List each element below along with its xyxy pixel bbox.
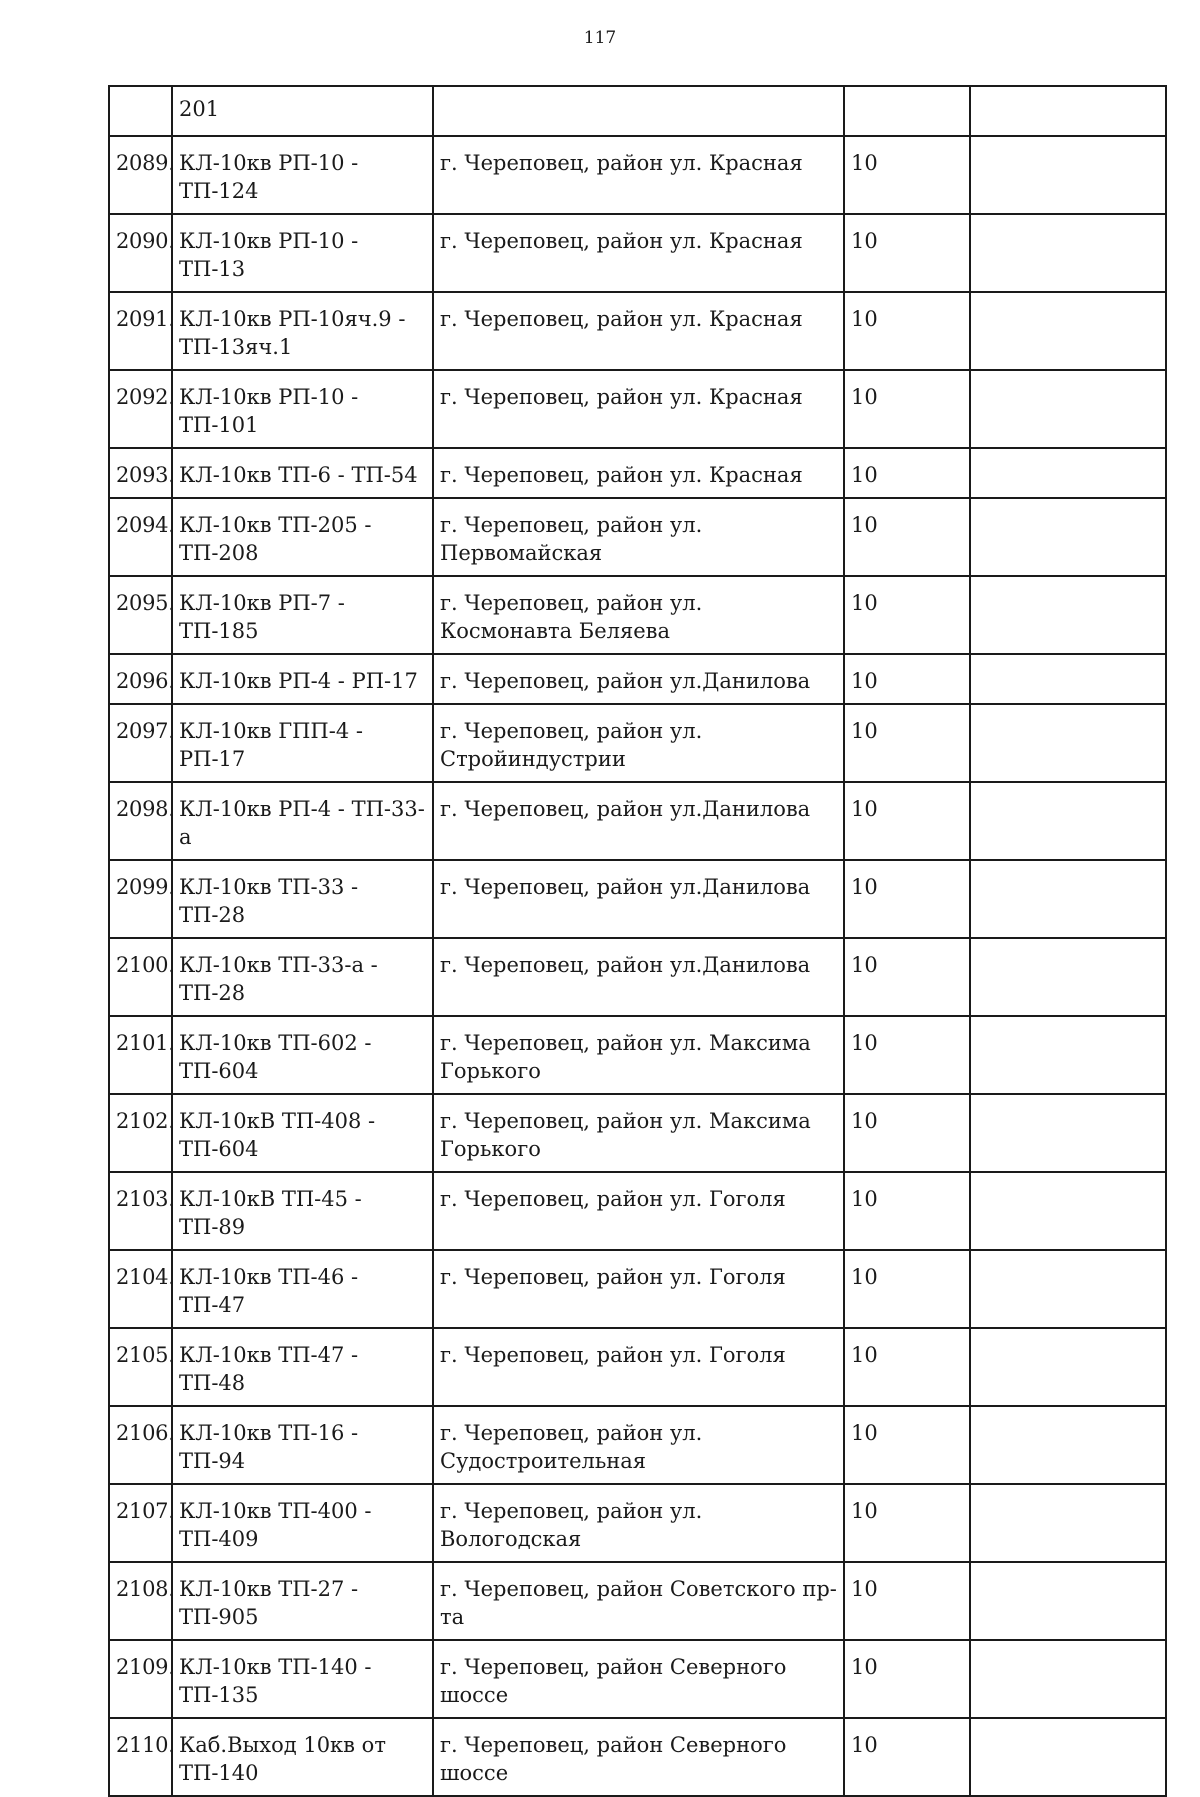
voltage-cell: 10: [844, 1250, 970, 1328]
page-number: 117: [583, 28, 617, 48]
note-cell: [970, 654, 1166, 704]
location-cell: г. Череповец, район ул. Космонавта Беляева: [433, 576, 844, 654]
row-number-cell: 2097.: [109, 704, 172, 782]
note-cell: [970, 704, 1166, 782]
row-number-cell: 2100.: [109, 938, 172, 1016]
cable-lines-table: [108, 85, 1167, 1797]
voltage-cell: 10: [844, 1718, 970, 1796]
row-number-cell: 2107.: [109, 1484, 172, 1562]
note-cell: [970, 292, 1166, 370]
voltage-cell: 10: [844, 576, 970, 654]
line-name-cell: КЛ-10кв РП-4 - ТП-33-а: [172, 782, 433, 860]
note-cell: [970, 1250, 1166, 1328]
location-cell: г. Череповец, район ул. Гоголя: [433, 1172, 844, 1250]
table-row: [109, 370, 1166, 448]
voltage-cell: 10: [844, 1172, 970, 1250]
row-number-cell: 2105.: [109, 1328, 172, 1406]
note-cell: [970, 498, 1166, 576]
row-number-cell: 2103.: [109, 1172, 172, 1250]
location-cell: г. Череповец, район ул. Красная: [433, 370, 844, 448]
row-number-cell: 2090.: [109, 214, 172, 292]
note-cell: [970, 1484, 1166, 1562]
table-row: [109, 1406, 1166, 1484]
voltage-cell: 10: [844, 1094, 970, 1172]
voltage-cell: 10: [844, 1562, 970, 1640]
voltage-cell: 10: [844, 1484, 970, 1562]
line-name-cell: Каб.Выход 10кв от ТП-140: [172, 1718, 433, 1796]
location-cell: г. Череповец, район ул. Гоголя: [433, 1328, 844, 1406]
line-name-cell: КЛ-10кв ТП-27 - ТП-905: [172, 1562, 433, 1640]
note-cell: [970, 1016, 1166, 1094]
voltage-cell: 10: [844, 292, 970, 370]
note-cell: [970, 576, 1166, 654]
row-number-cell: 2093.: [109, 448, 172, 498]
row-number-cell: 2095.: [109, 576, 172, 654]
table-row: [109, 938, 1166, 1016]
line-name-cell: КЛ-10кв ТП-47 - ТП-48: [172, 1328, 433, 1406]
voltage-cell: 10: [844, 370, 970, 448]
line-name-cell: КЛ-10кв РП-10 - ТП-101: [172, 370, 433, 448]
note-cell: [970, 370, 1166, 448]
location-cell: г. Череповец, район ул. Вологодская: [433, 1484, 844, 1562]
row-number-cell: 2109.: [109, 1640, 172, 1718]
table-row: [109, 1250, 1166, 1328]
row-number-cell: 2104.: [109, 1250, 172, 1328]
location-cell: г. Череповец, район ул. Красная: [433, 136, 844, 214]
location-cell: г. Череповец, район ул. Максима Горького: [433, 1094, 844, 1172]
location-cell: г. Череповец, район ул. Стройиндустрии: [433, 704, 844, 782]
note-cell: [970, 1328, 1166, 1406]
row-number-cell: 2102.: [109, 1094, 172, 1172]
voltage-cell: 10: [844, 1406, 970, 1484]
line-name-cell: КЛ-10кв ТП-16 - ТП-94: [172, 1406, 433, 1484]
location-cell: г. Череповец, район ул. Красная: [433, 292, 844, 370]
line-name-cell: КЛ-10кв ТП-33 - ТП-28: [172, 860, 433, 938]
table-row: [109, 136, 1166, 214]
line-name-cell: КЛ-10кВ ТП-408 - ТП-604: [172, 1094, 433, 1172]
location-cell: г. Череповец, район ул. Красная: [433, 448, 844, 498]
table-row: [109, 292, 1166, 370]
line-name-cell: КЛ-10кв РП-10 - ТП-124: [172, 136, 433, 214]
note-cell: [970, 1718, 1166, 1796]
row-number-cell: 2106.: [109, 1406, 172, 1484]
row-number-cell: 2110.: [109, 1718, 172, 1796]
row-number-cell: 2091.: [109, 292, 172, 370]
location-cell: г. Череповец, район ул.Данилова: [433, 654, 844, 704]
voltage-cell: 10: [844, 704, 970, 782]
location-cell: г. Череповец, район ул.Данилова: [433, 782, 844, 860]
row-number-cell: 2089.: [109, 136, 172, 214]
voltage-cell: 10: [844, 938, 970, 1016]
line-name-cell: КЛ-10кВ ТП-45 - ТП-89: [172, 1172, 433, 1250]
row-number-cell: 2092.: [109, 370, 172, 448]
table-row: [109, 1640, 1166, 1718]
line-name-cell: КЛ-10кв ТП-602 - ТП-604: [172, 1016, 433, 1094]
table-row: [109, 576, 1166, 654]
line-name-cell: КЛ-10кв ТП-400 - ТП-409: [172, 1484, 433, 1562]
location-cell: г. Череповец, район Советского пр-та: [433, 1562, 844, 1640]
table-row: [109, 860, 1166, 938]
voltage-cell: 10: [844, 1640, 970, 1718]
note-cell: [970, 448, 1166, 498]
note-cell: [970, 86, 1166, 136]
line-name-cell: КЛ-10кв ГПП-4 - РП-17: [172, 704, 433, 782]
row-number-cell: 2098.: [109, 782, 172, 860]
table-row: [109, 1172, 1166, 1250]
row-number-cell: 2094.: [109, 498, 172, 576]
location-cell: г. Череповец, район Северного шоссе: [433, 1718, 844, 1796]
line-name-cell: КЛ-10кв РП-10 - ТП-13: [172, 214, 433, 292]
location-cell: г. Череповец, район ул. Максима Горького: [433, 1016, 844, 1094]
note-cell: [970, 1562, 1166, 1640]
note-cell: [970, 1094, 1166, 1172]
note-cell: [970, 860, 1166, 938]
note-cell: [970, 214, 1166, 292]
location-cell: г. Череповец, район ул.Данилова: [433, 860, 844, 938]
voltage-cell: 10: [844, 448, 970, 498]
location-cell: г. Череповец, район ул. Красная: [433, 214, 844, 292]
location-cell: [433, 86, 844, 136]
location-cell: г. Череповец, район ул. Гоголя: [433, 1250, 844, 1328]
line-name-cell: 201: [172, 86, 433, 136]
note-cell: [970, 938, 1166, 1016]
note-cell: [970, 782, 1166, 860]
line-name-cell: КЛ-10кв РП-10яч.9 - ТП-13яч.1: [172, 292, 433, 370]
voltage-cell: 10: [844, 782, 970, 860]
row-number-cell: 2108.: [109, 1562, 172, 1640]
voltage-cell: 10: [844, 654, 970, 704]
voltage-cell: [844, 86, 970, 136]
note-cell: [970, 1640, 1166, 1718]
line-name-cell: КЛ-10кв ТП-6 - ТП-54: [172, 448, 433, 498]
line-name-cell: КЛ-10кв РП-4 - РП-17: [172, 654, 433, 704]
table-row: [109, 1016, 1166, 1094]
location-cell: г. Череповец, район Северного шоссе: [433, 1640, 844, 1718]
row-number-cell: 2099.: [109, 860, 172, 938]
voltage-cell: 10: [844, 1016, 970, 1094]
table-row: [109, 448, 1166, 498]
location-cell: г. Череповец, район ул.Данилова: [433, 938, 844, 1016]
table-row: [109, 1718, 1166, 1796]
table-row: [109, 1328, 1166, 1406]
table-row: [109, 704, 1166, 782]
table-row: [109, 654, 1166, 704]
line-name-cell: КЛ-10кв ТП-46 - ТП-47: [172, 1250, 433, 1328]
table-row-continuation: [109, 86, 1166, 136]
voltage-cell: 10: [844, 136, 970, 214]
line-name-cell: КЛ-10кв ТП-33-а - ТП-28: [172, 938, 433, 1016]
table-row: [109, 214, 1166, 292]
line-name-cell: КЛ-10кв ТП-140 - ТП-135: [172, 1640, 433, 1718]
note-cell: [970, 136, 1166, 214]
table-row: [109, 1484, 1166, 1562]
voltage-cell: 10: [844, 860, 970, 938]
table-row: [109, 498, 1166, 576]
voltage-cell: 10: [844, 498, 970, 576]
line-name-cell: КЛ-10кв ТП-205 - ТП-208: [172, 498, 433, 576]
voltage-cell: 10: [844, 214, 970, 292]
note-cell: [970, 1172, 1166, 1250]
row-number-cell: 2101.: [109, 1016, 172, 1094]
note-cell: [970, 1406, 1166, 1484]
voltage-cell: 10: [844, 1328, 970, 1406]
location-cell: г. Череповец, район ул. Судостроительная: [433, 1406, 844, 1484]
table-row: [109, 782, 1166, 860]
row-number-cell: 2096.: [109, 654, 172, 704]
row-number-cell: [109, 86, 172, 136]
table-row: [109, 1094, 1166, 1172]
location-cell: г. Череповец, район ул. Первомайская: [433, 498, 844, 576]
line-name-cell: КЛ-10кв РП-7 - ТП-185: [172, 576, 433, 654]
table-row: [109, 1562, 1166, 1640]
